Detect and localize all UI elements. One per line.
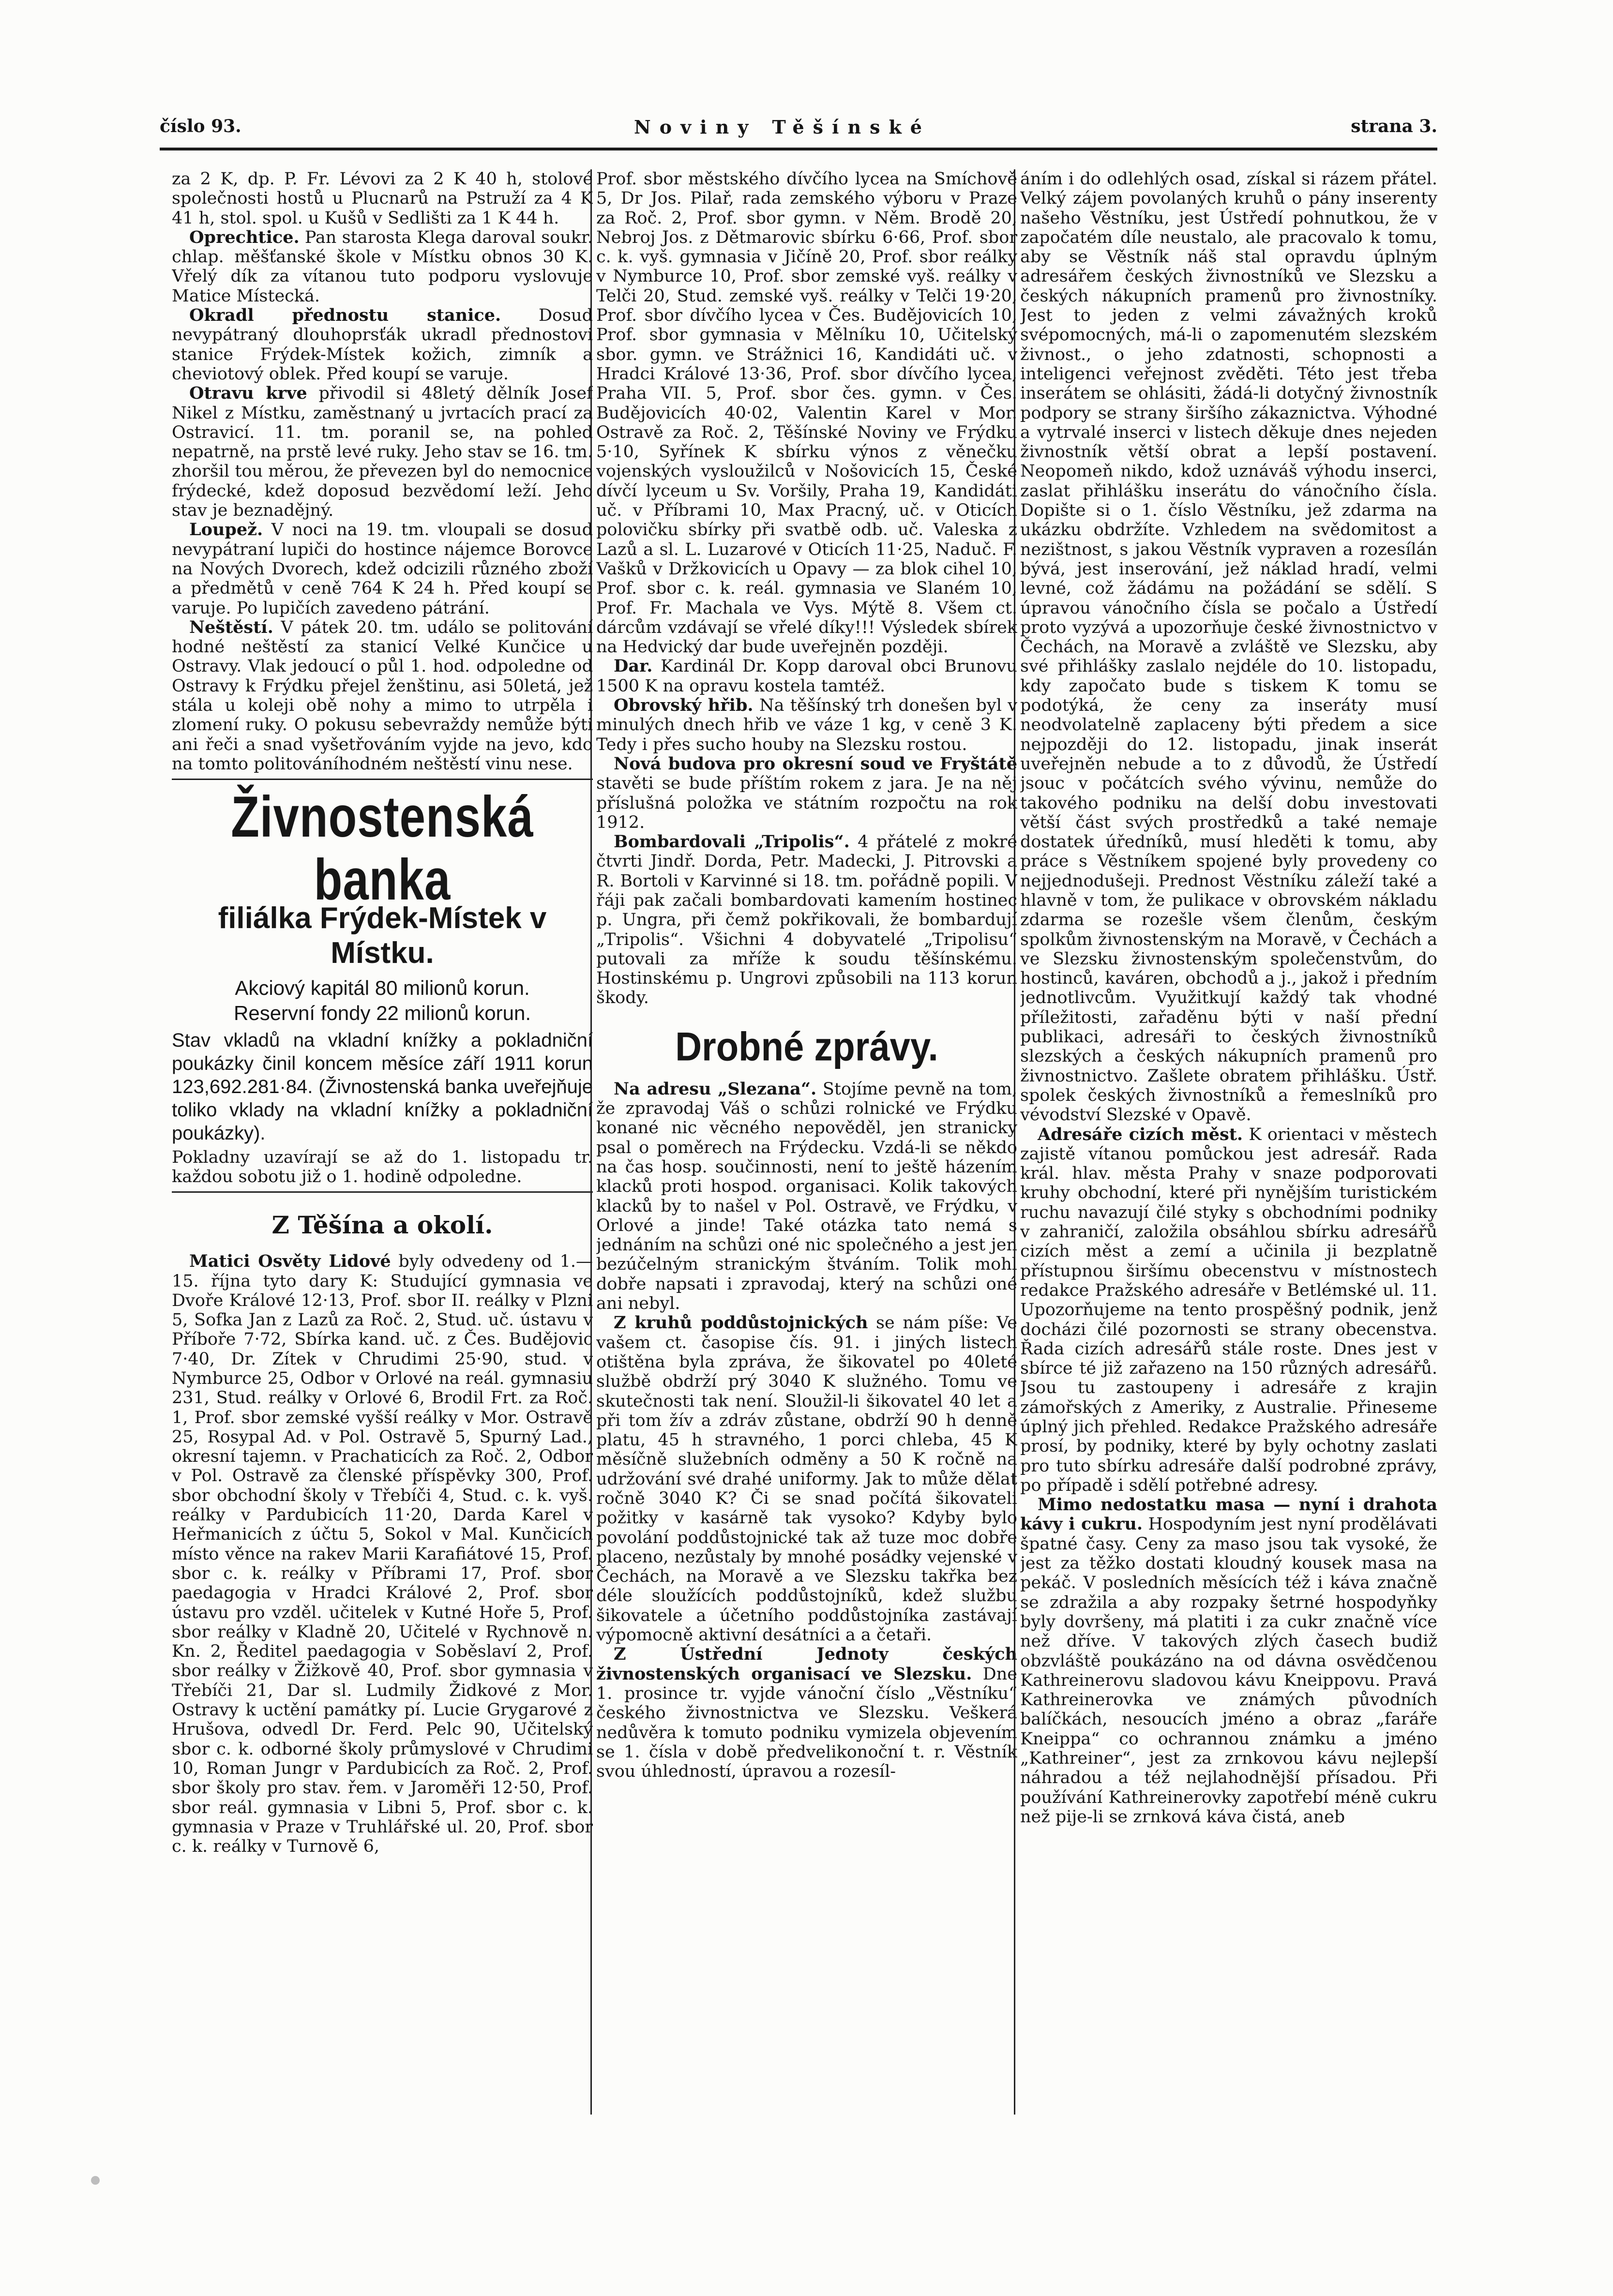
news-item (596, 696, 1017, 754)
news-headline: Mimo nedostatku masa — nyní i drahota kávy i cukru. (1020, 1495, 1437, 1534)
news-headline: Adresáře cizích měst. (1038, 1124, 1243, 1144)
news-item (172, 1252, 593, 1856)
news-item (172, 520, 593, 617)
section-heading: Drobné zprávy. (675, 1024, 938, 1069)
section-rule (172, 779, 593, 780)
header-rule (160, 148, 1437, 150)
news-text: K orientaci v městech zajistě vítanou pomůckou jest adresář. Rada král. hlav. města Prahy v snaze podporovati kruhy obchodní, které při nynějším turistickém ruchu navazují čilé styky s obchodními podniky v zahraničí, založila obsáhlou sbírku adresářů cizích měst a zemí a učinila ji bezplatně přístupnou širšímu obecenstvu v místnostech redakce Pražského adresáře v Betlémské ul. 11. Upozorňujeme na tento prospěšný podnik, jenž docházi čilé pozornosti se strany obecenstva. Řada cizích adresářů stále roste. Dnes jest v sbírce té již zařazeno na 150 různých adresářů. Jsou tu zastoupeny i adresáře z krajin zámořských z Ameriky, z Australie. Přineseme úplný jich přehled. Redakce Pražského adresáře prosí, by podniky, které by byly ochotny zaslati pro tuto sbírku adresáře další podrobné zprávy, po případě i sdělí potřebné adresy. (1020, 1125, 1437, 1495)
bank-advertisement (172, 786, 593, 1186)
news-headline: Z Ústřední Jednoty českých živnostenských organisací ve Slezsku. (596, 1644, 1017, 1684)
newspaper-title: Noviny Těšínské (634, 116, 931, 138)
news-text: byly odvedeny od 1.—15. října tyto dary K: Studující gymnasia ve Dvoře Králové 12·13, Prof. sbor II. reálky v Plzni 5, Sofka Jan z Lazů za Roč. 2, Stud. uč. ústavu v Příboře 7·72, Sbírka kand. uč. z Čes. Budějovic 7·40, Dr. Zítek v Chrudimi 25·90, stud. v Nymburce 25, Odbor v Orlové na reál. gymnasiu 231, Stud. reálky v Orlové 6, Brodil Frt. za Roč. 1, Prof. sbor zemské vyšší reálky v Mor. Ostravě 25, Rosypal Ad. v Pol. Ostravě 5, Spurný Lad., okresní tajemn. v Prachaticích za Roč. 2, Odbor v Pol. Ostravě za členské příspěvky 300, Prof. sbor obchodní školy v Třebíči 4, Stud. c. k. vyš. reálky v Pardubicích 11·20, Darda Karel v Heřmanicích z účtu 5, Sokol v Mal. Kunčicích místo věnce na rakev Marii Karafiátové 15, Prof. sbor c. k. reálky v Příbrami 17, Prof. sbor paedagogia v Hradci Králové 2, Prof. sbor ústavu pro vzděl. učitelek v Kutné Hoře 5, Prof. sbor reálky v Kladně 20, Učitelé v Rychnově n. Kn. 2, Ředitel paedagogia v Soběslaví 2, Prof. sbor reálky v Žižkově 40, Prof. sbor gymnasia v Třebíči 21, Dar sl. Ludmily Židkové z Mor. Ostravy k uctění památky pí. Lucie Grygarové z Hrušova, odvedl Dr. Ferd. Pelc 90, Učitelský sbor c. k. odborné školy průmyslové v Chrudimi 10, Roman Jungr v Pardubicích za Roč. 2, Prof. sbor školy pro stav. řem. v Jaroměři 12·50, Prof. sbor reál. gymnasia v Libni 5, Prof. sbor c. k. gymnasia v Praze v Truhlářské ul. 20, Prof. sbor c. k. reálky v Turnově 6, (172, 1252, 593, 1857)
news-item (596, 1645, 1017, 1781)
news-text: přivodil si 48letý dělník Josef Nikel z Místku, zaměstnaný u jvrtacích prací za Ostravicí. 11. tm. poranil se, na pohled nepatrně, na prstě levé ruky. Jeho stav se 16. tm. zhoršil tou měrou, že převezen byl do nemocnice frýdecké, kdež doposud bezvědomí leží. Jeho stav je beznadějný. (172, 384, 593, 521)
column-3 (1020, 169, 1437, 2115)
article-paragraph: Prof. sbor městského dívčího lycea na Smíchově 5, Dr Jos. Pilař, rada zemského výboru v Praze za Roč. 2, Prof. sbor gymn. v Něm. Brodě 20, Nebroj Jos. z Dětmarovic sbírku 6·66, Prof. sbor c. k. vyš. gymnasia v Jičíně 20, Prof. sbor reálky v Nymburce 10, Prof. sbor zemské vyš. reálky v Telči 20, Stud. zemské vyš. reálky v Telči 19·20, Prof. sbor dívčího lycea v Čes. Budějovicích 10, Prof. sbor gymnasia v Mělníku 10, Učitelský sbor. gymn. ve Strážnici 16, Kandidáti uč. v Hradci Králové 13·36, Prof. sbor dívčího lycea, Praha VII. 5, Prof. sbor čes. gymn. v Čes. Budějovicích 40·02, Valentin Karel v Mor. Ostravě za Roč. 2, Těšínské Noviny ve Frýdku 5·10, Syřínek K sbírku výnos z věnečku vojenských vysloužilců v Nošovicích 15, České dívčí lyceum u Sv. Voršily, Praha 19, Kandidáti uč. v Příbrami 10, Max Pracný, uč. v Oticích polovičku sbírky při svatbě odb. uč. Valeska z Lazů a sl. L. Luzarové v Oticích 11·25, Naduč. F. Vašků v Držkovicích u Opavy — za blok cihel 10, Prof. sbor c. k. reál. gymnasia ve Slaném 10, Prof. Fr. Machala ve Vys. Mýtě 8. Všem ct. dárcům vzdávají se vřelé díky!!! Výsledek sbírek na Hedvický dar bude uveřejněn později. (596, 169, 1017, 657)
scan-mark (91, 2176, 100, 2185)
section-heading: Z Těšína a okolí. (271, 1211, 493, 1240)
news-text: se nám píše: Ve vašem ct. časopise čís. 91. i jiných listech otištěna byla zpráva, že šikovatel po 40leté službě obdrží prý 3040 K služného. Tomu ve skutečnosti tak není. Sloužil-li šikovatel 40 let a při tom žív a zdráv zůstane, obdrží 90 h denně platu, 45 h stravného, 1 porci chleba, 45 K měsíčně služebních odměny a 50 K ročně na udržování své drahé uniformy. Jak to může dělat ročně 3040 K? Či se snad počítá šikovateli požitky v kasárně tak vysoko? Kdyby bylo povolání poddůstojnické tak až tuze moc dobře placeno, nezůstaly by mnohé posádky vejenské v Čechách, na Moravě a ve Slezsku takřka bez déle sloužících poddůstojníků, kdež službu šikovatele a účetního poddůstojníka zastávají výpomocně aktivní desátníci a a četaři. (596, 1313, 1017, 1645)
news-text: Na těšínský trh donešen byl v minulých dnech hřib ve váze 1 kg, v ceně 3 K. Tedy i přes sucho houby na Slezsku rostou. (596, 696, 1017, 754)
news-item (172, 618, 593, 774)
news-text: Dne 1. prosince tr. vyjde vánoční číslo „Věstníku“ českého živnostnictva ve Slezsku. Veškerá nedůvěra k tomuto podniku vymizela objevením se 1. čísla v době předvelikonoční t. r. Věstník svou úhledností, úpravou a rozesíl- (596, 1664, 1017, 1782)
news-item (1020, 1125, 1437, 1496)
news-text: Hospodyním jest nyní prodělávati špatné časy. Ceny za maso jsou tak vysoké, že jest za těžko dostati kloudný kousek masa na pekáč. V posledních měsících též i káva značně se zdražila a aby rozpaky šetrné hospodyňky byly dovršeny, má platiti i za cukr značně více než dříve. V takových zlých časech budiž obzvláště poukázáno na od dávna osvědčenou Kathreinerovu sladovou kávu Kneippovu. Pravá Kathreinerovka ve známých původních balíčkách, nesoucích jméno a obraz „faráře Kneippa“ co ochrannou známku a jméno „Kathreiner“, jest za zrnkovou kávu nejlepší náhradou a též nejlahodnější přísadou. Při používání Kathreinerovky zapotřebí méně cukru než pije-li se zrnková káva čistá, aneb (1020, 1515, 1437, 1827)
news-item (596, 754, 1017, 832)
news-headline: Z kruhů poddůstojnických (614, 1313, 868, 1333)
ad-capital: Akciový kapitál 80 milionů korun. (235, 976, 530, 1000)
column-1 (172, 169, 593, 2115)
news-headline: Obrovský hřib. (614, 695, 754, 716)
news-headline: Na adresu „Slezana“. (614, 1079, 817, 1099)
news-item (596, 657, 1017, 696)
page-header (160, 112, 1437, 141)
news-item (596, 1313, 1017, 1645)
news-headline: Matici Osvěty Lidové (189, 1251, 391, 1272)
section-rule (172, 1191, 593, 1193)
article-paragraph: áním i do odlehlých osad, získal si rázem přátel. Velký zájem povolaných kruhů o pány inserenty našeho Věstníku, jest Ústředí pohnutkou, že v započatém díle neustalo, ale pracovalo k tomu, aby se Věstník náš stal opravdu úplným adresářem českých živnostníků ve Slezsku a českých nákupních pramenů pro živnostníky. Jest to jeden z velmi závažných kroků svépomocných, má-li o zapomenutém slezském živnost., o jeho zdatnosti, schopnosti a inteligenci veřejnost zvěděti. Této jest třeba inserátem se ohlásiti, žádá-li dotyčný živnostník podpory se strany širšího zákaznictva. Výhodné a vytrvalé inserci v listech děkuje dnes nejeden živnostník větší obrat a lepší postavení. Neopomeň nikdo, kdož uznáváš výhodu inserci, zaslat přihlášku inserátu do vánočního čísla. Dopište si o 1. číslo Věstníku, jež zdarma na ukázku obdržíte. Vzhledem na svědomitost a nezištnost, s jakou Věstník vypraven a rozesílán bývá, jest inserování, jež náklad hradí, velmi levné, což žádámu na požádání se sdělí. S úpravou vánočního čísla se počalo a Ústředí proto vyzývá a upozorňuje české živnostnictvo v Čechách, na Moravě a zvláště ve Slezsku, aby své přihlášky zaslalo nejdéle do 10. listopadu, kdy započato bude s tiskem K tomu se podotýká, že ceny za inseráty musí neodvolatelně zaplaceny býti předem a sice nejpozději do 12. listopadu, jinak inserát uveřejněn nebude a to z důvodů, že Ústředí jsouc v počátcích svého vývinu, nemůže do takového podniku na delší dobu investovati větší část svých prostředků a také nemaje dostatek úředníků, musí hleděti k tomu, aby práce s Věstníkem spojené byly provedeny co nejjednodušeji. Prednost Věstníku záleží také a hlavně v tom, že pulikace v obrovském nákladu zdarma se rozešle všem členům, českým spolkům živnostenským na Moravě, v Čechách a ve Slezsku živnostenským společenstvům, do hostinců, kaváren, obchodů a j., jakož i předním jednotlivcům. Využitkují každý tak vhodné příležitosti, zařaděnu býti v naší přední publikaci, adresáři to českých živnostníků slezských a českých nákupních pramenů pro živnostnictvo. Zašlete obratem přihlášku. Ústř. spolek českých živnostníků a řemeslníků pro vévodství Slezské v Opavě. (1020, 169, 1437, 1125)
news-headline: Bombardovali „Tripolis“. (614, 832, 850, 852)
news-headline: Okradl přednostu stanice. (189, 305, 501, 326)
page-number: strana 3. (1351, 116, 1437, 136)
news-headline: Loupež. (189, 520, 263, 540)
news-text: Stojíme pevně na tom, že zpravodaj Váš o schůzi rolnické ve Frýdku konané nic věcného nepověděl, jen stranicky psal o poměrech na Frýdecku. Vzdá-li se někdo na čas hosp. součinnosti, není to ještě házením klacků proti hospod. organisaci. Kolik takových klacků by to našel v Pol. Ostravě, ve Frýdku, v Orlové a jinde! Také otázka tato nemá s jednáním na schůzi oné nic společného a jest jen bezúčelným stranickým štváním. Tolik mohl dobře napsati i zpravodaj, který na schůzi oné ani nebyl. (596, 1079, 1017, 1314)
news-text: Pan starosta Klega daroval soukr. chlap. měšťanské škole v Místku obnos 30 K. Vřelý dík za vítanou tuto podporu vyslovuje Matice Místecká. (172, 227, 593, 306)
news-text: V pátek 20. tm. událo se politování hodné neštěstí za stanicí Velké Kunčice u Ostravy. Vlak jedoucí o půl 1. hod. odpoledne od Ostravy k Frýdku přejel ženštinu, asi 50letá, jež stála u koleji obě nohy a mimo to utrpěla i zlomení ruky. O pokusu sebevraždy nemůže býti ani řeči a snad vyšetřováním vyjde na jevo, kdo na tomto politováníhodném neštěstí vinu nese. (172, 617, 593, 774)
ad-hours: Pokladny uzavírají se až do 1. listopadu tr. každou sobotu již o 1. hodině odpoledne. (172, 1148, 593, 1187)
news-text: Dosud nevypátraný dlouhoprsťák ukradl přednostovi stanice Frýdek-Místek kožich, zimník a cheviotový oblek. Před koupí se varuje. (172, 306, 593, 384)
news-text: Kardinál Dr. Kopp daroval obci Brunovu 1500 K na opravu kostela tamtéž. (596, 657, 1017, 696)
news-headline: Oprechtice. (189, 227, 300, 247)
news-text: 4 přátelé z mokré čtvrti Jindř. Dorda, Petr. Madecki, J. Pitrovski a R. Bortoli v Karvinné si 18. tm. pořádně popili. V řáji pak začali bombardovati kamením hostinec p. Ungra, při čemž pokřikovali, že bombardují „Tripolis“. Všichni 4 dobyvatelé „Tripolisu“ putovali za mříže k soudu těšínskému. Hostinskému p. Ungrovi způsobili na 113 korun škody. (596, 832, 1017, 1008)
news-item (596, 1080, 1017, 1314)
news-headline: Otravu krve (189, 383, 307, 404)
news-headline: Nová budova pro okresní soud ve Fryštátě (614, 753, 1017, 774)
article-paragraph: za 2 K, dp. P. Fr. Lévovi za 2 K 40 h, stolové společnosti hostů u Plucnarů na Pstruží za 4 K 41 h, stol. spol. u Kušů v Sedlišti za 1 K 44 h. (172, 169, 593, 228)
column-2 (596, 169, 1017, 2115)
news-headline: Neštěstí. (189, 617, 273, 637)
news-item (1020, 1495, 1437, 1827)
ad-reserve: Reservní fondy 22 milionů korun. (234, 1002, 531, 1025)
news-headline: Dar. (614, 656, 653, 676)
news-item (172, 228, 593, 306)
ad-subtitle: filiálka Frýdek-Místek v Místku. (218, 901, 547, 970)
news-item (596, 832, 1017, 1008)
news-text: V noci na 19. tm. vloupali se dosud nevypátraní lupiči do hostince nájemce Borovce na Nových Dvorech, kdež odcizili různého zboží a předmětů v ceně 764 K 24 h. Před koupí se varuje. Po lupičích zavedeno pátrání. (172, 520, 593, 618)
issue-number: číslo 93. (160, 116, 241, 136)
ad-title: Živnostenská banka (231, 784, 534, 913)
ad-deposits: Stav vkladů na vkladní knížky a pokladniční poukázky činil koncem měsíce září 1911 korun 123,692.281·84. (Živnostenská banka uveřejňuje toliko vklady na vkladní knížky a pokladniční poukázky). (172, 1030, 593, 1144)
news-text: stavěti se bude příštím rokem z jara. Je na něj příslušná položka ve státním rozpočtu na rok 1912. (596, 774, 1017, 832)
news-item (172, 384, 593, 520)
news-item (172, 306, 593, 384)
